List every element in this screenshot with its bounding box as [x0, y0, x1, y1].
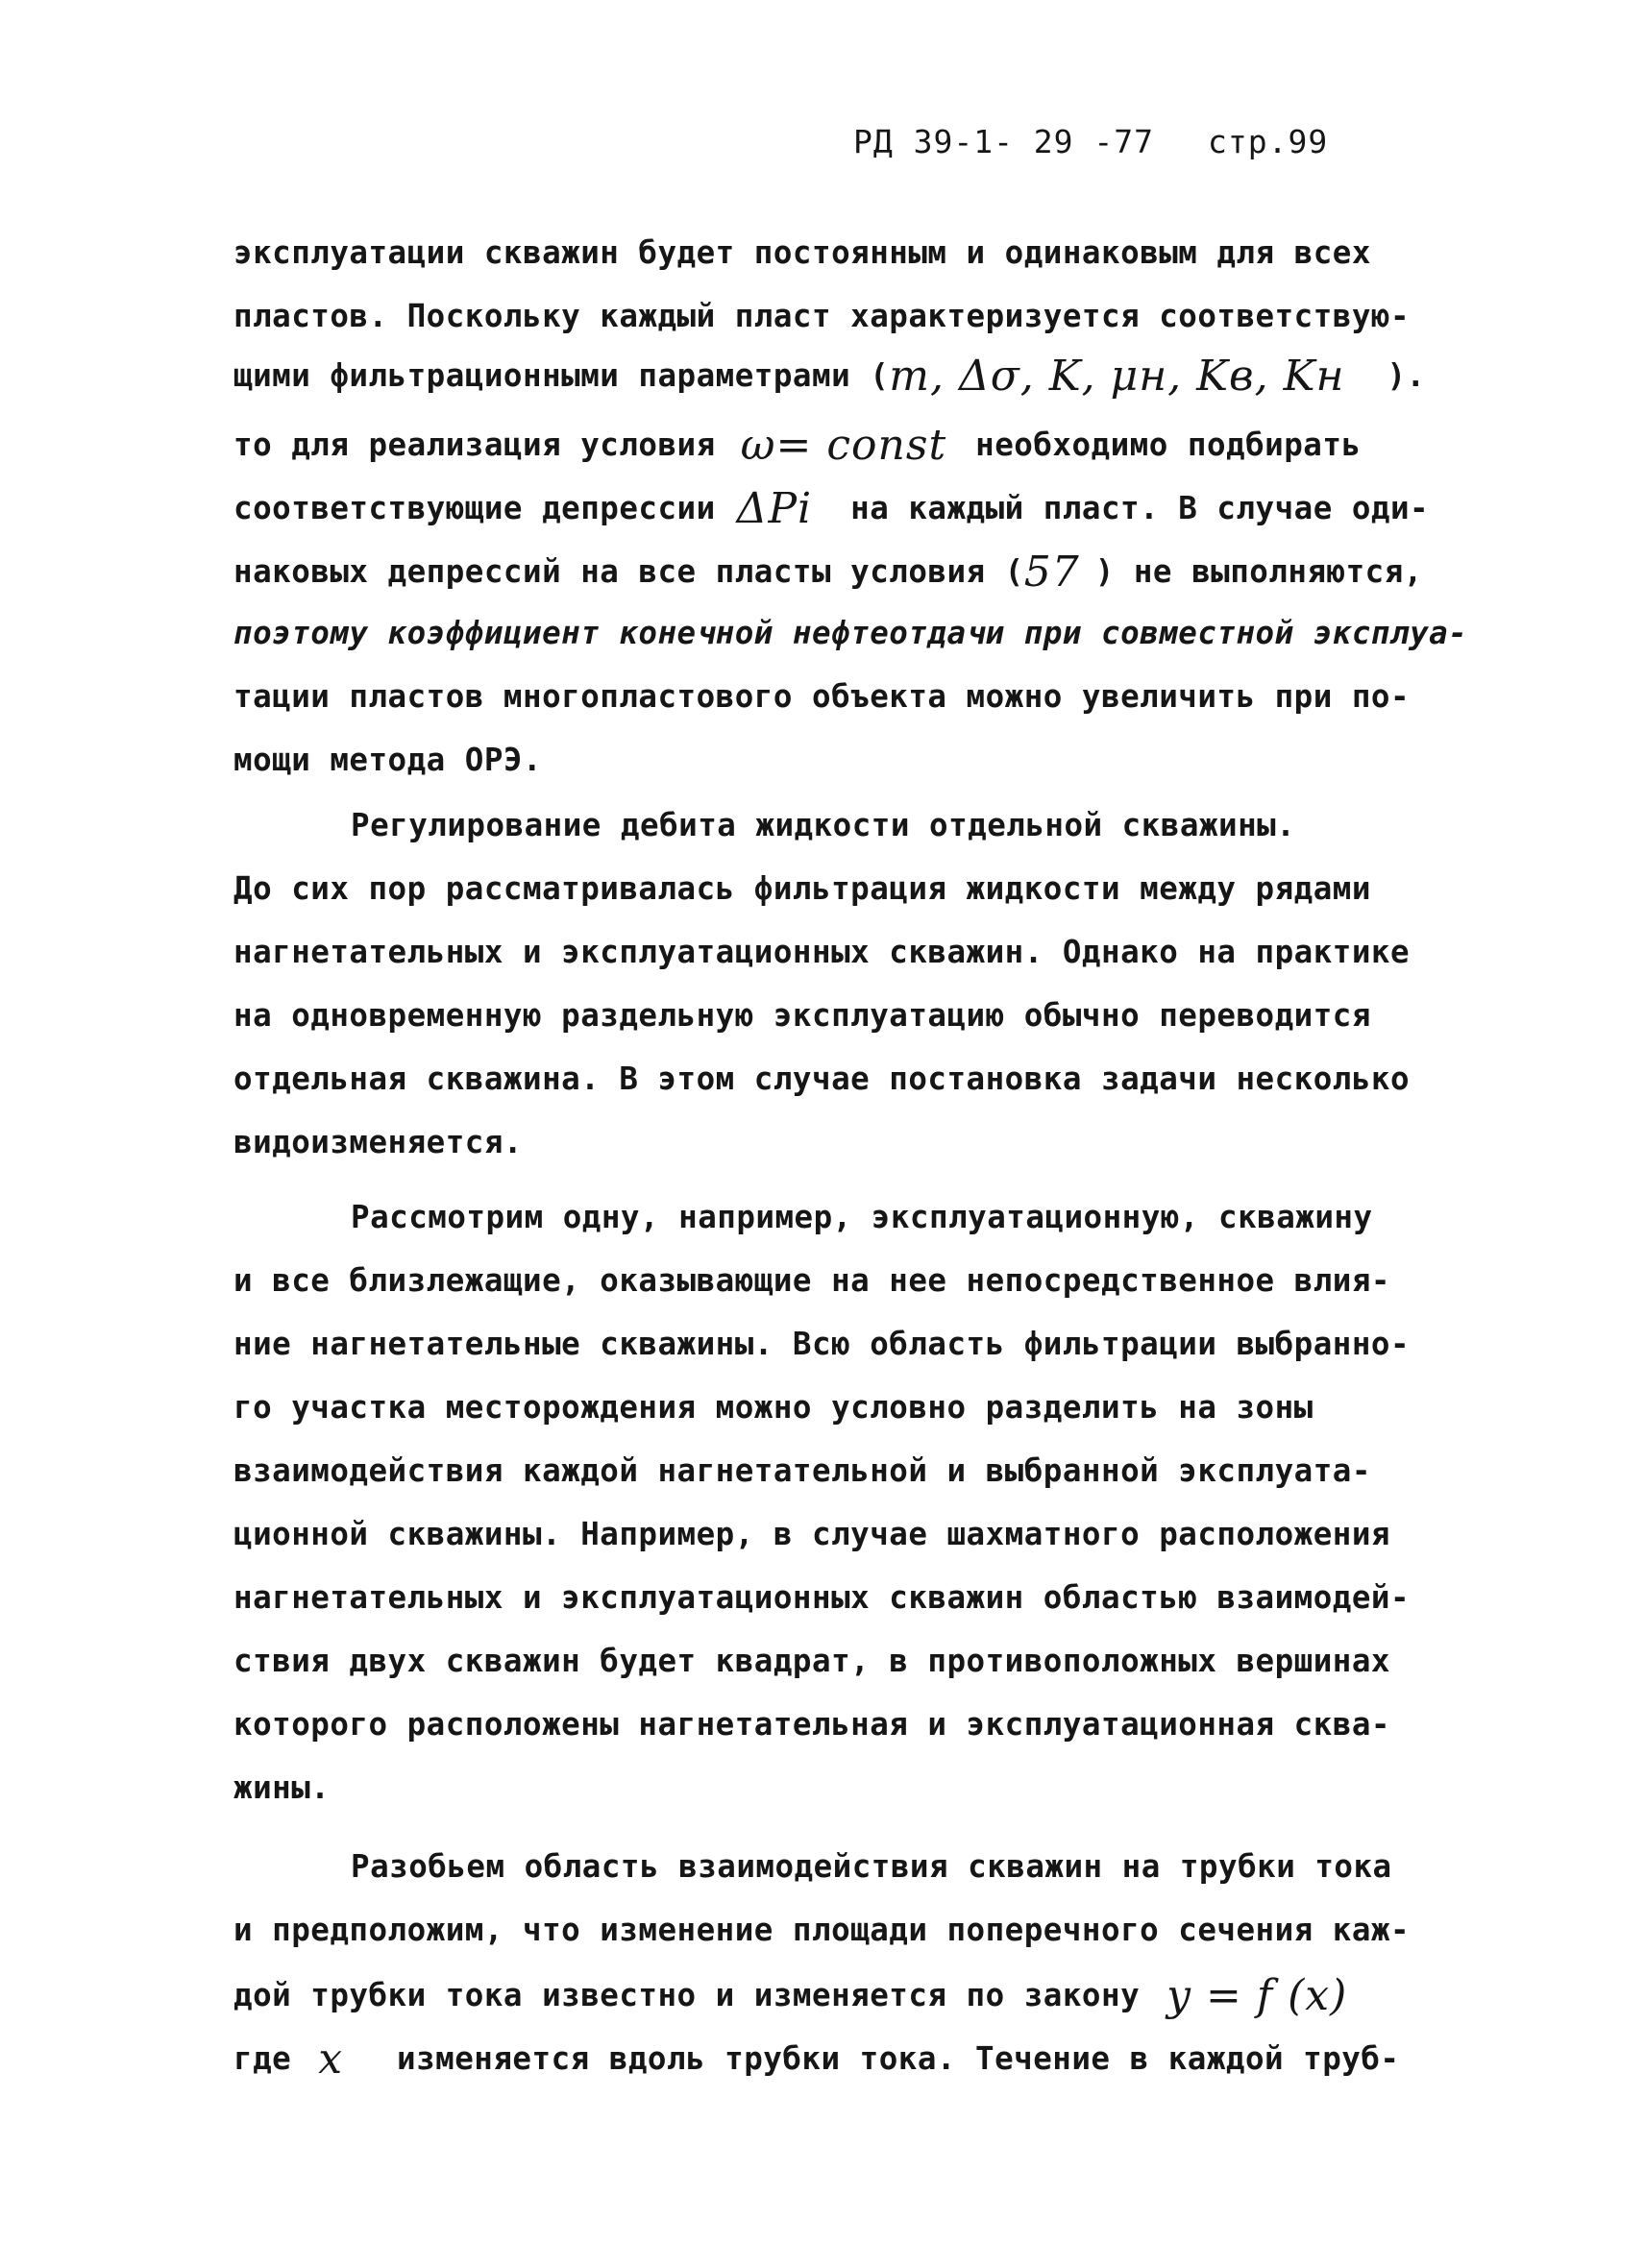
page-number: стр.99	[1208, 123, 1329, 160]
text-line	[233, 421, 1362, 470]
text-span: наковых депрессий на все пласты условия (	[233, 553, 1024, 590]
text-line	[233, 2035, 1400, 2084]
text-line: го участка месторождения можно условно разделить на зоны	[233, 1389, 1314, 1426]
handwritten-formula: ω= const	[740, 421, 947, 470]
text-line: пластов. Поскольку каждый пласт характеризуется соответствую-	[233, 298, 1411, 334]
text-line: нагнетательных и эксплуатационных скважин областью взаимодей-	[233, 1579, 1411, 1616]
text-line: тации пластов многопластового объекта можно увеличить при по-	[233, 678, 1411, 715]
text-line: жины.	[233, 1769, 331, 1806]
text-span: ).	[1387, 357, 1426, 394]
text-line: Рассмотрим одну, например, эксплуатационную, скважину	[351, 1199, 1373, 1235]
text-span: изменяется вдоль трубки тока. Течение в каждой труб-	[397, 2040, 1400, 2077]
text-line: на одновременную раздельную эксплуатацию обычно переводится	[233, 997, 1371, 1034]
text-span: то для реализация условия	[233, 427, 716, 463]
text-line: поэтому коэффициент конечной нефтеотдачи при совместной эксплуа-	[233, 615, 1468, 651]
text-line: отдельная скважина. В этом случае постановка задачи несколько	[233, 1061, 1411, 1097]
text-line: ние нагнетательные скважины. Всю область фильтрации выбранно-	[233, 1326, 1411, 1362]
text-line: До сих пор рассматривалась фильтрация жидкости между рядами	[233, 870, 1371, 907]
text-span: соответствующие депрессии	[233, 490, 716, 526]
text-line: которого расположены нагнетательная и эксплуатационная сква-	[233, 1706, 1390, 1743]
handwritten-formula: ΔPi	[736, 484, 813, 533]
text-line: видоизменяется.	[233, 1124, 523, 1160]
page-header	[853, 123, 1328, 160]
text-span: дой трубки тока известно и изменяется по закону	[233, 1977, 1141, 2013]
text-line: эксплуатации скважин будет постоянным и одинаковым для всех	[233, 234, 1371, 271]
handwritten-formula: y = f (x)	[1166, 1971, 1348, 2020]
text-line	[233, 484, 1430, 533]
text-span: необходимо подбирать	[975, 427, 1362, 463]
text-line	[233, 1971, 1348, 2020]
text-line: и предположим, что изменение площади поперечного сечения каж-	[233, 1912, 1411, 1948]
text-line: ствия двух скважин будет квадрат, в противоположных вершинах	[233, 1643, 1390, 1679]
text-line: и все близлежащие, оказывающие на нее непосредственное влия-	[233, 1262, 1390, 1299]
text-line: мощи метода ОРЭ.	[233, 742, 543, 778]
text-span: на каждый пласт. В случае оди-	[850, 490, 1430, 526]
text-line	[233, 352, 1426, 401]
document-code: РД 39-1- 29 -77	[853, 123, 1155, 160]
text-span: щими фильтрационными параметрами (	[233, 357, 890, 394]
handwritten-variable: x	[318, 2035, 344, 2084]
handwritten-parameters: m, Δσ, K, μн, Kв, Kн	[889, 352, 1345, 401]
text-line: Разобьем область взаимодействия скважин на трубки тока	[351, 1848, 1392, 1885]
text-span: ) не выполняются,	[1094, 553, 1423, 590]
handwritten-reference: 57	[1023, 548, 1080, 597]
text-line: взаимодействия каждой нагнетательной и выбранной эксплуата-	[233, 1452, 1371, 1489]
text-line	[233, 548, 1423, 597]
section-heading: Регулирование дебита жидкости отдельной скважины.	[351, 807, 1296, 843]
text-line: ционной скважины. Например, в случае шахматного расположения	[233, 1516, 1390, 1552]
text-span: где	[233, 2040, 292, 2077]
text-line: нагнетательных и эксплуатационных скважин. Однако на практике	[233, 934, 1411, 970]
